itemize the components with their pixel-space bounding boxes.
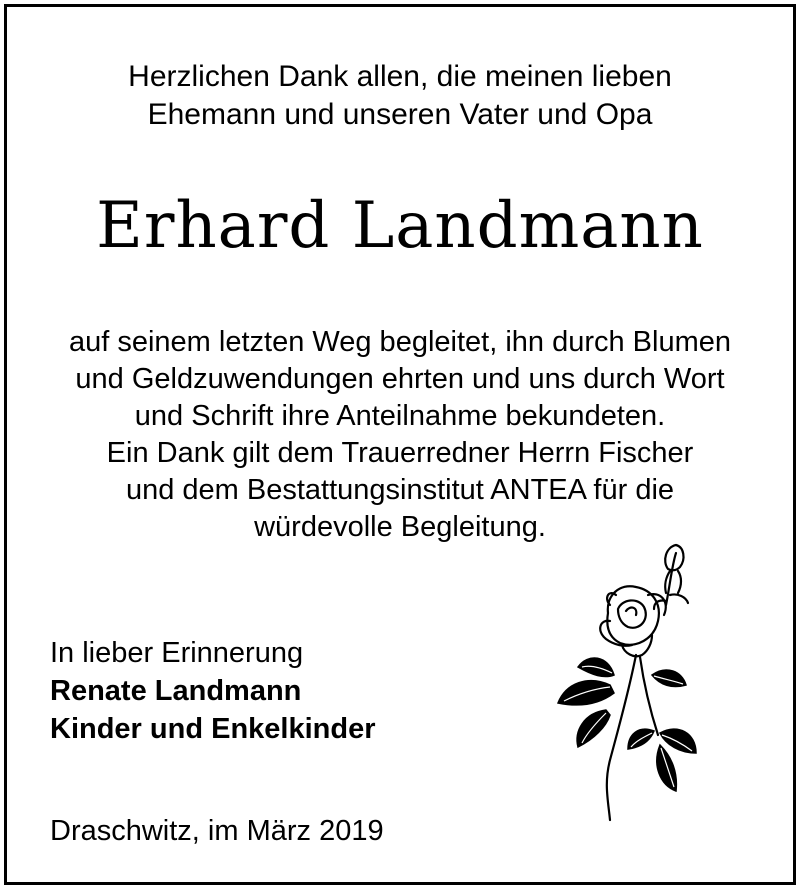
signature-block bbox=[50, 634, 376, 748]
intro-text bbox=[0, 58, 800, 134]
intro-line-2: Ehemann und unseren Vater und Opa bbox=[147, 98, 653, 131]
thanks-line-5: und dem Bestattungsinstitut ANTEA für die bbox=[125, 474, 675, 506]
signature-name-2: Kinder und Enkelkinder bbox=[50, 713, 376, 745]
signature-name-1: Renate Landmann bbox=[50, 675, 302, 707]
signature-intro: In lieber Erinnerung bbox=[50, 637, 304, 669]
thanks-line-3: und Schrift ihre Anteilnahme bekundeten. bbox=[134, 400, 666, 432]
thanks-line-6: würdevolle Begleitung. bbox=[254, 511, 546, 543]
deceased-name: Erhard Landmann bbox=[96, 189, 704, 263]
thanks-line-1: auf seinem letzten Weg begleitet, ihn durch Blumen bbox=[68, 326, 731, 358]
thanks-line-2: und Geldzuwendungen ehrten und uns durch Wort bbox=[75, 363, 725, 395]
thanks-text bbox=[0, 324, 800, 546]
thanks-line-4: Ein Dank gilt dem Trauerredner Herrn Fischer bbox=[106, 437, 694, 469]
rose-icon bbox=[548, 535, 698, 825]
place-date: Draschwitz, im März 2019 bbox=[50, 815, 384, 847]
intro-line-1: Herzlichen Dank allen, die meinen lieben bbox=[128, 60, 672, 93]
